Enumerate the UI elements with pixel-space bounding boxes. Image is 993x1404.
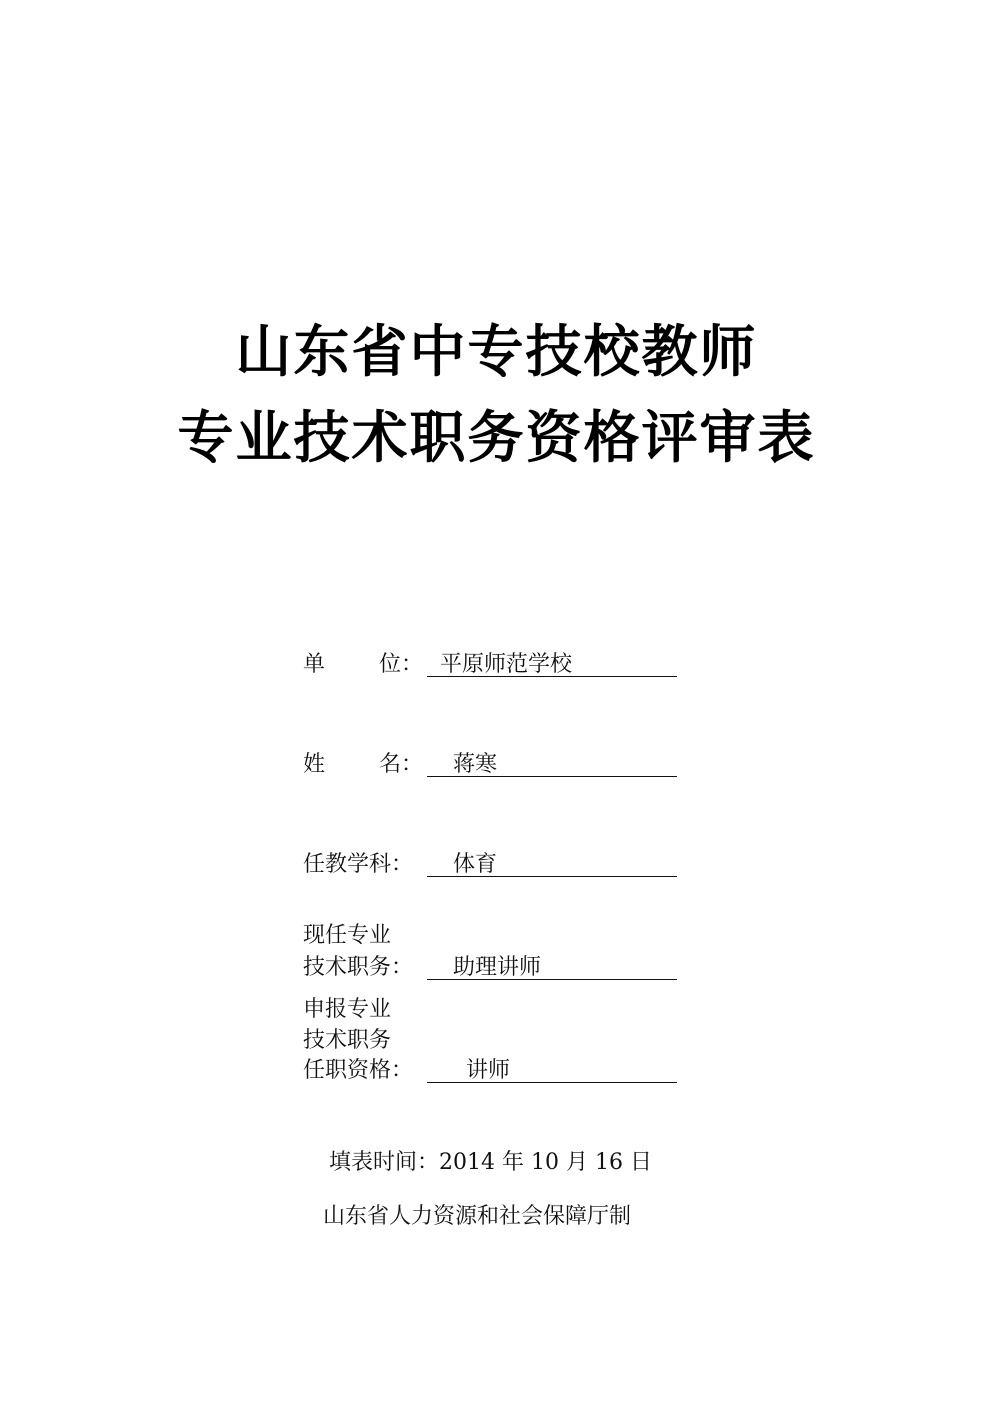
name-value: 蒋寒 [453, 752, 498, 777]
unit-label-char1: 单 [303, 652, 326, 677]
current-title-label-line2: 技术职务： [303, 955, 414, 980]
name-label-char2: 名： [379, 752, 424, 777]
apply-title-label-line2: 技术职务 [303, 1028, 392, 1053]
issuer-text: 山东省人力资源和社会保障厅制 [323, 1204, 632, 1229]
apply-title-label-line1: 申报专业 [303, 997, 392, 1022]
apply-title-underline [427, 1082, 677, 1083]
apply-title-value: 讲师 [466, 1058, 511, 1083]
current-title-underline [427, 979, 677, 980]
form-title-line1: 山东省中专技校教师 [235, 319, 758, 385]
unit-underline [427, 676, 677, 677]
subject-underline [427, 876, 677, 877]
current-title-label-line1: 现任专业 [303, 923, 392, 948]
subject-label: 任教学科： [303, 852, 414, 877]
current-title-value: 助理讲师 [453, 955, 542, 980]
fill-date: 填表时间：2014 年 10 月 16 日 [329, 1150, 652, 1175]
apply-title-label-line3: 任职资格： [303, 1058, 414, 1083]
subject-value: 体育 [453, 852, 498, 877]
form-title-line2: 专业技术职务资格评审表 [177, 405, 816, 471]
unit-label-char2: 位： [379, 652, 424, 677]
name-underline [427, 776, 677, 777]
unit-value: 平原师范学校 [440, 652, 573, 677]
name-label-char1: 姓 [303, 752, 326, 777]
